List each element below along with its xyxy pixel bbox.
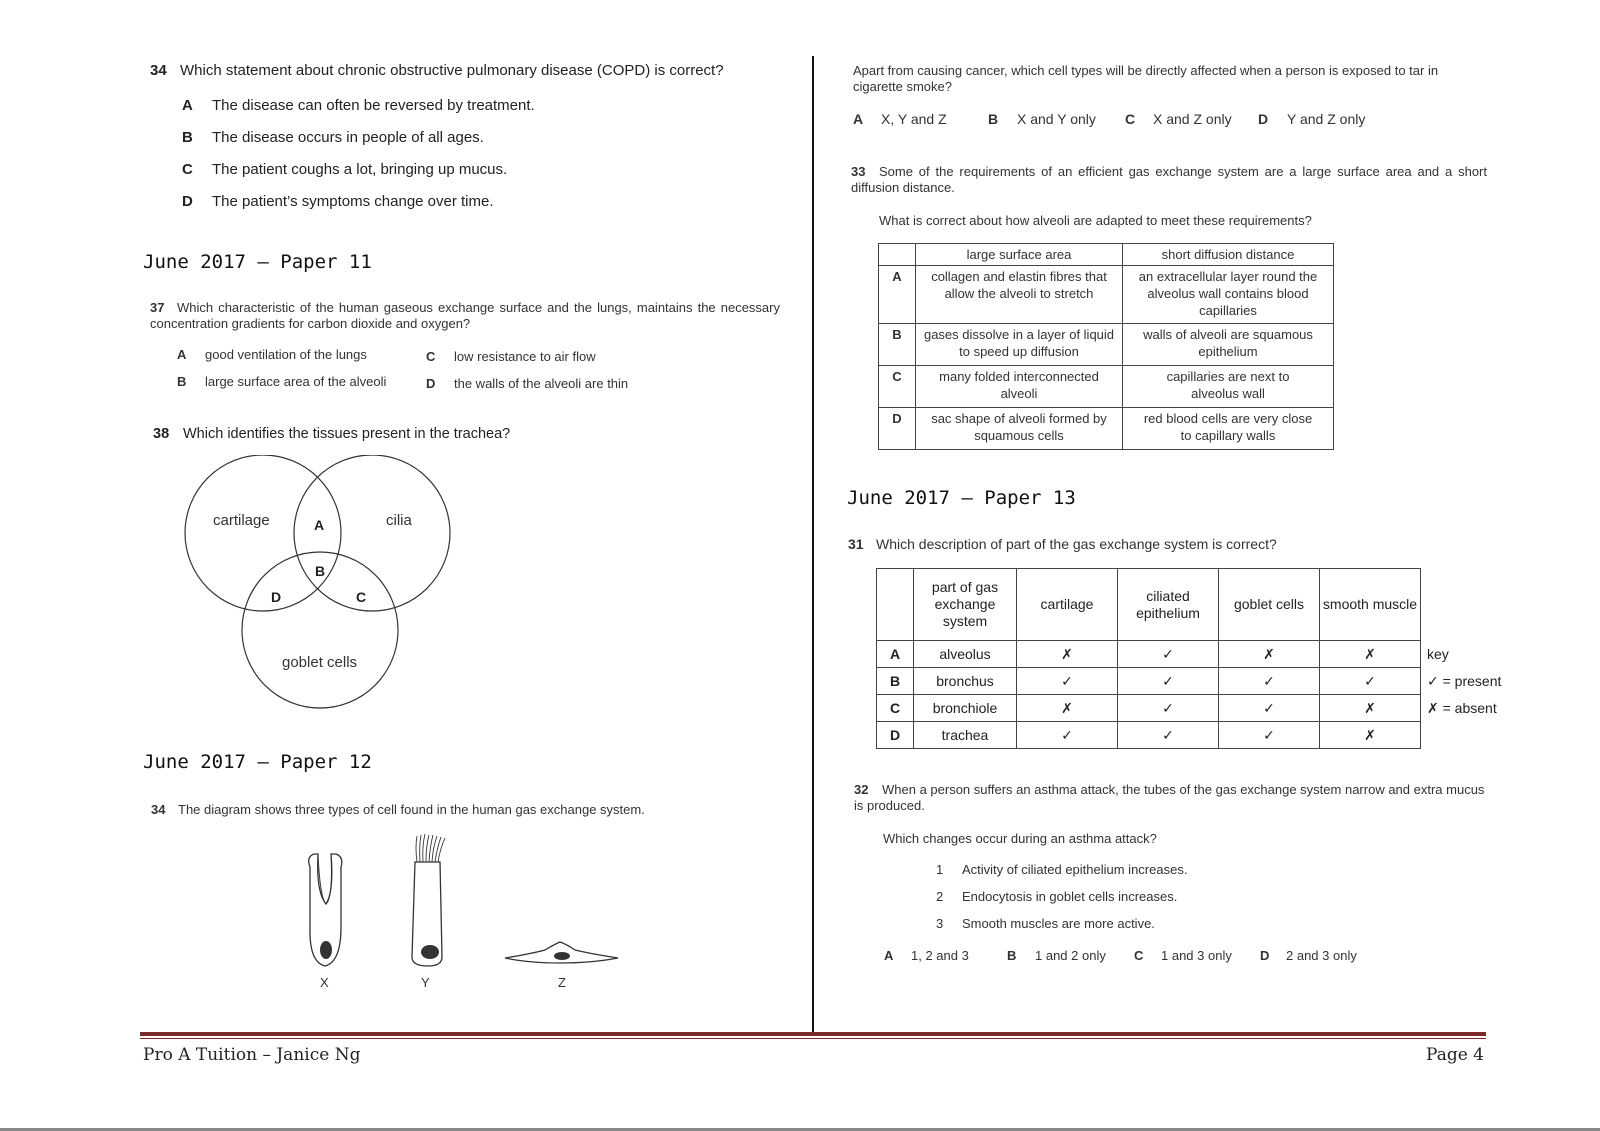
venn-label-goblet-cells: goblet cells (282, 654, 358, 671)
question-text: Which characteristic of the human gaseous exchange surface and the lungs, maintains the necessary concentration gradients for carbon dioxide and oxygen? (150, 300, 780, 331)
table-row: B gases dissolve in a layer of liquid to speed up diffusion walls of alveoli are squamous epithelium (879, 324, 1334, 366)
option-c: C The patient coughs a lot, bringing up mucus. (182, 161, 508, 178)
table-row: D trachea ✓ ✓ ✓ ✗ (877, 722, 1519, 749)
q34-cells (151, 802, 645, 817)
table-row: C many folded interconnected alveoli capillaries are next to alveolus wall (879, 366, 1334, 408)
question-number: 34 (150, 62, 167, 79)
option-d: D the walls of the alveoli are thin (426, 376, 629, 391)
q33 (851, 164, 1487, 196)
key-absent: ✗ = absent (1427, 699, 1497, 716)
ciliated-cell-nucleus (421, 945, 439, 959)
question-number: 33 (851, 164, 866, 179)
option-b: B The disease occurs in people of all ages. (182, 129, 484, 146)
table-header-row (877, 569, 1519, 641)
question-number: 32 (854, 782, 869, 797)
venn-region-d: D (271, 589, 282, 605)
column-header: cartilage (1017, 569, 1118, 641)
question-number: 34 (151, 802, 166, 817)
venn-diagram (180, 455, 480, 727)
key-title: key (1427, 645, 1449, 662)
q34-copd (150, 62, 790, 79)
q32-question: Which changes occur during an asthma attack? (883, 831, 1157, 846)
table-row: B bronchus ✓ ✓ ✓ ✓ ✓ = present (877, 668, 1519, 695)
statement-2: 2 Endocytosis in goblet cells increases. (936, 889, 1178, 904)
option-d: D The patient’s symptoms change over time. (182, 193, 494, 210)
statement-1: 1 Activity of ciliated epithelium increases. (936, 862, 1188, 877)
q33-question: What is correct about how alveoli are adapted to meet these requirements? (879, 213, 1312, 228)
venn-region-a: A (314, 517, 325, 533)
question-number: 37 (150, 300, 165, 315)
question-intro: When a person suffers an asthma attack, the tubes of the gas exchange system narrow and extra mucus is produced. (854, 782, 1485, 813)
column-header: ciliated epithelium (1118, 569, 1219, 641)
q34-continuation: Apart from causing cancer, which cell types will be directly affected when a person is exposed to tar in cigarette smoke? (853, 63, 1439, 94)
column-divider (812, 56, 814, 1034)
column-header: short diffusion distance (1123, 244, 1334, 266)
goblet-cell-nucleus (320, 941, 332, 959)
column-header: smooth muscle (1320, 569, 1421, 641)
venn-region-b: B (315, 563, 326, 579)
question-number: 31 (848, 536, 864, 552)
column-header: goblet cells (1219, 569, 1320, 641)
column-header: part of gas exchange system (914, 569, 1017, 641)
question-text: Which statement about chronic obstructive pulmonary disease (COPD) is correct? (180, 62, 724, 79)
cell-label-z: Z (558, 975, 566, 990)
venn-circle-cilia (294, 455, 450, 611)
question-text: Which identifies the tissues present in the trachea? (183, 426, 511, 442)
q34-options: A X, Y and Z B X and Y only C X and Z only D Y and Z only (853, 111, 1366, 127)
question-text: Which description of part of the gas exchange system is correct? (876, 536, 1277, 552)
statement-3: 3 Smooth muscles are more active. (936, 916, 1155, 931)
q38 (153, 426, 510, 442)
q31 (848, 536, 1277, 552)
table-row: D sac shape of alveoli formed by squamous cells red blood cells are very close to capillary walls (879, 408, 1334, 450)
footer-rule (140, 1032, 1486, 1036)
venn-label-cartilage: cartilage (213, 512, 270, 529)
venn-label-cilia: cilia (386, 512, 412, 529)
q33-table (878, 243, 1334, 450)
option-a: A The disease can often be reversed by treatment. (182, 97, 535, 114)
column-header: large surface area (916, 244, 1123, 266)
q32 (854, 782, 1486, 814)
cell-label-y: Y (421, 975, 430, 990)
venn-region-c: C (356, 589, 367, 605)
footer-rule-thin (140, 1038, 1486, 1039)
cilia-icon (416, 834, 445, 862)
q31-table (876, 568, 1519, 749)
cell-label-x: X (320, 975, 329, 990)
venn-circle-cartilage (185, 455, 341, 611)
table-row: A alveolus ✗ ✓ ✗ ✗ key (877, 641, 1519, 668)
option-a: A good ventilation of the lungs (177, 347, 367, 362)
option-b: B large surface area of the alveoli (177, 374, 387, 389)
q32-options: A 1, 2 and 3 B 1 and 2 only C 1 and 3 only D 2 and 3 only (884, 948, 1357, 963)
squamous-cell-nucleus (554, 952, 570, 960)
cell-diagram (300, 832, 630, 992)
question-number: 38 (153, 426, 170, 442)
question-text: The diagram shows three types of cell found in the human gas exchange system. (178, 802, 645, 817)
table-row: C bronchiole ✗ ✓ ✓ ✗ ✗ = absent (877, 695, 1519, 722)
table-row: A collagen and elastin fibres that allow the alveoli to stretch an extracellular layer round the alveolus wall contains blood capillaries (879, 266, 1334, 324)
option-c: C low resistance to air flow (426, 349, 596, 364)
section-heading-paper-13: June 2017 – Paper 13 (847, 487, 1076, 509)
footer-left: Pro A Tuition – Janice Ng (143, 1045, 361, 1065)
q37 (150, 300, 780, 332)
page-number: Page 4 (1426, 1045, 1484, 1065)
table-header-row (879, 244, 1334, 266)
key-present: ✓ = present (1427, 672, 1502, 689)
question-intro: Some of the requirements of an efficient gas exchange system are a large surface area and a short diffusion distance. (851, 164, 1487, 195)
section-heading-paper-12: June 2017 – Paper 12 (143, 751, 372, 773)
goblet-cell-cup (318, 854, 331, 904)
section-heading-paper-11: June 2017 – Paper 11 (143, 251, 372, 273)
